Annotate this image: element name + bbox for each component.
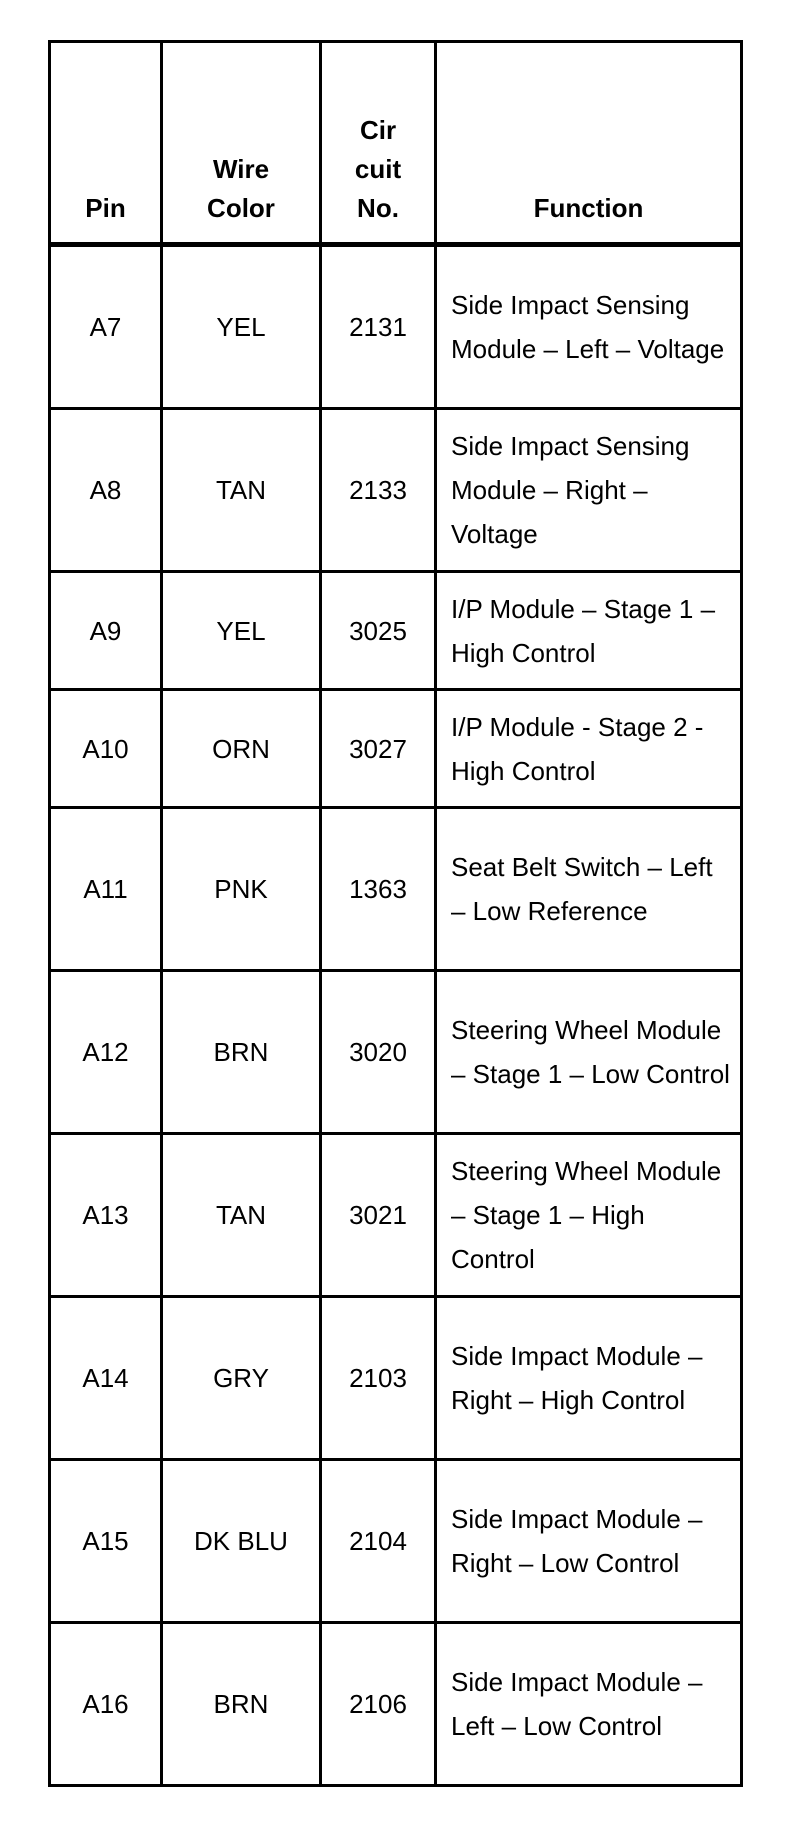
cell-function: Side Impact Module – Right – Low Control <box>436 1460 742 1623</box>
cell-pin: A16 <box>50 1623 162 1786</box>
cell-pin: A12 <box>50 971 162 1134</box>
connector-pinout-table <box>48 40 743 1787</box>
cell-function: Side Impact Sensing Module – Right – Voltage <box>436 409 742 572</box>
cell-wire-color: PNK <box>162 808 321 971</box>
cell-function: I/P Module - Stage 2 - High Control <box>436 690 742 808</box>
cell-function: Side Impact Sensing Module – Left – Voltage <box>436 245 742 409</box>
header-pin: Pin <box>50 42 162 245</box>
header-circuit-no <box>321 42 436 245</box>
cell-pin: A10 <box>50 690 162 808</box>
cell-wire-color: GRY <box>162 1297 321 1460</box>
cell-function: Seat Belt Switch – Left – Low Reference <box>436 808 742 971</box>
table-row <box>50 1460 742 1623</box>
cell-pin: A8 <box>50 409 162 572</box>
cell-wire-color: TAN <box>162 1134 321 1297</box>
header-circuit-line: Cir <box>359 115 397 145</box>
table-row <box>50 808 742 971</box>
table-row <box>50 1134 742 1297</box>
cell-circuit-no: 2103 <box>321 1297 436 1460</box>
cell-function: Steering Wheel Module – Stage 1 – High Control <box>436 1134 742 1297</box>
cell-pin: A14 <box>50 1297 162 1460</box>
table-row <box>50 1623 742 1786</box>
cell-circuit-no: 3027 <box>321 690 436 808</box>
table-row <box>50 1297 742 1460</box>
table-row <box>50 245 742 409</box>
cell-pin: A7 <box>50 245 162 409</box>
header-circuit-line: No. <box>357 193 399 223</box>
cell-wire-color: TAN <box>162 409 321 572</box>
cell-circuit-no: 3021 <box>321 1134 436 1297</box>
cell-wire-color: YEL <box>162 245 321 409</box>
header-circuit-line: cuit <box>354 154 402 184</box>
header-wire-color-line: Color <box>207 193 275 223</box>
cell-circuit-no: 2133 <box>321 409 436 572</box>
cell-circuit-no: 2131 <box>321 245 436 409</box>
cell-function: Steering Wheel Module – Stage 1 – Low Control <box>436 971 742 1134</box>
cell-pin: A15 <box>50 1460 162 1623</box>
cell-wire-color: ORN <box>162 690 321 808</box>
table-row <box>50 690 742 808</box>
cell-wire-color: BRN <box>162 971 321 1134</box>
cell-circuit-no: 1363 <box>321 808 436 971</box>
cell-wire-color: BRN <box>162 1623 321 1786</box>
cell-pin: A13 <box>50 1134 162 1297</box>
connector-pinout-table-wrapper <box>48 40 740 1787</box>
cell-function: Side Impact Module – Right – High Control <box>436 1297 742 1460</box>
cell-wire-color: YEL <box>162 572 321 690</box>
header-wire-color-line: Wire <box>212 154 270 184</box>
table-header-row <box>50 42 742 245</box>
header-function: Function <box>436 42 742 245</box>
header-wire-color <box>162 42 321 245</box>
cell-pin: A9 <box>50 572 162 690</box>
cell-function: Side Impact Module – Left – Low Control <box>436 1623 742 1786</box>
cell-circuit-no: 3025 <box>321 572 436 690</box>
cell-circuit-no: 2106 <box>321 1623 436 1786</box>
table-row <box>50 971 742 1134</box>
cell-pin: A11 <box>50 808 162 971</box>
table-row <box>50 572 742 690</box>
cell-circuit-no: 2104 <box>321 1460 436 1623</box>
cell-function: I/P Module – Stage 1 – High Control <box>436 572 742 690</box>
cell-wire-color: DK BLU <box>162 1460 321 1623</box>
table-row <box>50 409 742 572</box>
cell-circuit-no: 3020 <box>321 971 436 1134</box>
